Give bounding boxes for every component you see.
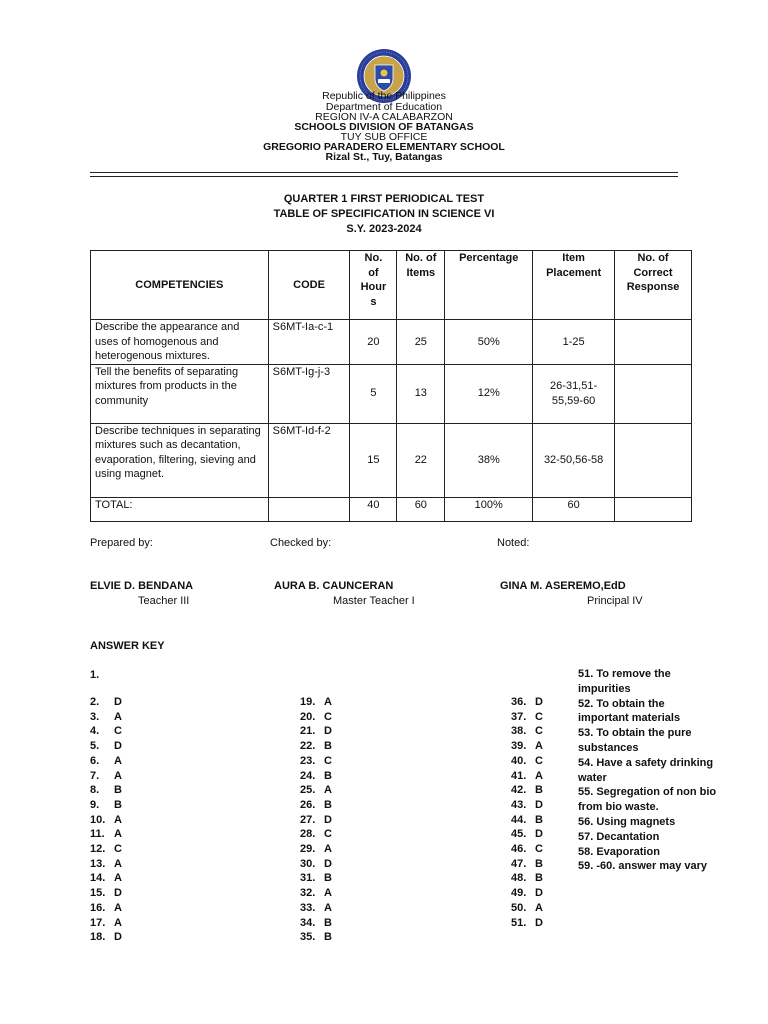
answer-item [300,901,332,916]
answer-item [90,930,122,945]
answer-number: 47. [511,857,527,870]
answer-item [90,739,122,754]
answer-item [90,886,122,901]
answer-number: 39. [511,740,527,753]
open-ended-answer-line: 57. Decantation [578,830,660,843]
answer-number: 7. [90,769,100,782]
header-percentage: Percentage [445,251,533,320]
total-percentage: 100% [445,497,533,521]
total-correct [615,497,692,521]
row-placement-line: 26-31,51- [550,380,598,392]
total-items: 60 [397,497,445,521]
open-ended-answer-line: 53. To obtain the pure [578,727,692,740]
answer-item [300,739,332,754]
answer-number: 17. [90,916,106,929]
answer-number: 51. [511,916,527,929]
answer-item [511,710,543,725]
answer-number: 50. [511,901,527,914]
answer-item [300,886,332,901]
row-hours: 15 [350,423,397,497]
answer-item [300,695,332,710]
row-competency: Describe the appearance and uses of homogenous and heterogenous mixtures. [91,320,269,365]
answer-letter: B [535,872,543,885]
answer-letter: A [114,754,122,767]
answer-number: 23. [300,754,316,767]
header-placement-line: Placement [546,266,602,279]
answer-letter: D [324,725,332,738]
answer-number: 37. [511,710,527,723]
answer-item [90,710,122,725]
row-items: 25 [397,320,445,365]
answer-number: 9. [90,798,100,811]
answer-number: 29. [300,843,316,856]
noted-title: Principal IV [587,595,643,607]
answer-item [300,827,332,842]
row-percentage: 50% [445,320,533,365]
answer-item [511,724,543,739]
open-ended-answer-line: impurities [578,682,631,695]
answer-letter: B [535,813,543,826]
answer-letter: D [324,857,332,870]
header-placement-line: Item [562,252,585,264]
answer-number: 31. [300,872,316,885]
total-placement: 60 [533,497,615,521]
answer-number: 2. [90,696,100,708]
answer-letter: B [324,798,332,811]
answer-number: 45. [511,828,527,841]
open-ended-answer-line: 55. Segregation of non bio [578,786,717,799]
answer-letter: B [114,784,122,797]
answer-item [511,827,543,842]
row-percentage: 12% [445,364,533,423]
answer-column-1 [90,695,122,945]
header-department: Department of Education [325,101,443,113]
answer-number: 8. [90,784,100,797]
header-placement [533,251,615,320]
row-hours: 5 [350,364,397,423]
answer-item [300,710,332,725]
answer-number: 40. [511,754,527,767]
answer-item [300,813,332,828]
row-competency: Describe techniques in separating mixtures such as decantation, evaporation, filtering, sieving and using magnet. [91,423,269,497]
answer-letter: A [114,901,122,914]
answer-item [300,930,332,945]
header-country: Republic of the Philippines [322,90,446,102]
answer-letter: C [535,843,543,856]
header-school: GREGORIO PARADERO ELEMENTARY SCHOOL [263,141,505,153]
answer-letter: A [324,784,332,797]
answer-letter: A [324,901,332,914]
answer-number: 32. [300,887,316,900]
answer-item [300,871,332,886]
header-correct-line: No. of [637,252,669,264]
answer-number: 46. [511,843,527,856]
checked-by-title: Master Teacher I [333,595,415,607]
answer-number: 4. [90,725,100,738]
answer-number: 38. [511,725,527,738]
answer-item [511,857,543,872]
answer-number: 49. [511,887,527,900]
answer-letter: A [324,843,332,856]
answer-number: 16. [90,901,106,914]
answer-letter: C [324,710,332,723]
noted-label: Noted: [497,537,530,549]
answer-item [90,827,122,842]
answer-item [300,798,332,813]
total-hours: 40 [350,497,397,521]
row-items: 22 [397,423,445,497]
test-title: QUARTER 1 FIRST PERIODICAL TEST [283,193,485,205]
row-percentage: 38% [445,423,533,497]
answer-number: 42. [511,784,527,797]
answer-item [90,842,122,857]
header-hours [350,251,397,320]
answer-item [90,916,122,931]
answer-number: 43. [511,798,527,811]
answer-item [300,916,332,931]
answer-letter: D [114,887,122,900]
answer-item [300,754,332,769]
answer-letter: D [535,887,543,900]
answer-letter: C [324,828,332,841]
answer-item [300,842,332,857]
header-items-line: No. of [405,252,437,264]
row-competency: Tell the benefits of separating mixtures from products in the community [91,364,269,423]
answer-number: 34. [300,916,316,929]
answer-item [90,857,122,872]
row-code: S6MT-Id-f-2 [268,423,350,497]
answer-number: 35. [300,931,316,944]
header-competencies: COMPETENCIES [91,251,269,320]
row-placement [533,423,615,497]
answer-number: 19. [300,696,316,708]
answer-number: 24. [300,769,316,782]
row-correct [615,423,692,497]
answer-letter: B [324,916,332,929]
answer-number: 26. [300,798,316,811]
answer-letter: A [535,901,543,914]
row-hours: 20 [350,320,397,365]
answer-key-title: ANSWER KEY [90,640,165,652]
noted-name: GINA M. ASEREMO,EdD [500,580,626,592]
answer-item [90,754,122,769]
answer-item [90,783,122,798]
prepared-by-label: Prepared by: [90,537,153,549]
open-ended-answer-line: water [578,771,607,784]
answer-number: 5. [90,740,100,753]
header-division: SCHOOLS DIVISION OF BATANGAS [294,121,474,133]
answer-letter: A [535,740,543,753]
answer-item [90,901,122,916]
answer-number: 41. [511,769,527,782]
answer-number: 48. [511,872,527,885]
header-correct-line: Correct [633,266,673,279]
school-year: S.Y. 2023-2024 [346,223,422,235]
answer-number: 21. [300,725,316,738]
answer-number: 13. [90,857,106,870]
header-region: REGION IV-A CALABARZON [315,111,453,123]
header-correct-line: Response [626,281,680,293]
answer-item-1: 1. [90,669,100,681]
answer-letter: A [324,696,332,708]
header-divider-top [90,172,678,173]
answer-item [511,754,543,769]
answer-letter: B [535,857,543,870]
answer-letter: C [535,725,543,738]
row-code: S6MT-Ig-j-3 [268,364,350,423]
prepared-by-name: ELVIE D. BENDANA [90,580,194,592]
answer-item [90,871,122,886]
open-ended-answer-line: important materials [578,712,681,725]
answer-letter: C [114,725,122,738]
answer-letter: A [324,887,332,900]
answer-letter: C [535,754,543,767]
table-total-row [91,497,692,521]
answer-item [511,916,543,931]
open-ended-answer-line: 56. Using magnets [578,815,676,828]
checked-by-name: AURA B. CAUNCERAN [274,580,394,592]
answer-number: 14. [90,872,106,885]
table-row [91,364,692,423]
answer-letter: B [535,784,543,797]
answer-letter: B [324,872,332,885]
answer-letter: A [114,828,122,841]
answer-item [511,842,543,857]
row-items: 13 [397,364,445,423]
answer-letter: A [114,857,122,870]
open-ended-answer-line: 51. To remove the [578,668,671,680]
answer-letter: A [114,813,122,826]
answer-number: 18. [90,931,106,944]
open-ended-answer-line: substances [578,741,639,754]
header-address: Rizal St., Tuy, Batangas [325,151,443,163]
answer-item [90,695,122,710]
answer-item [511,871,543,886]
header-code: CODE [268,251,350,320]
total-label: TOTAL: [91,497,269,521]
answer-number: 30. [300,857,316,870]
row-correct [615,364,692,423]
total-code [268,497,350,521]
answer-letter: C [114,843,122,856]
header-hours-line: of [368,266,379,279]
open-ended-answer-line: from bio waste. [578,801,659,814]
answer-letter: A [114,769,122,782]
answer-letter: B [324,769,332,782]
header-divider-bottom [90,176,678,177]
answer-item [511,813,543,828]
answer-number: 28. [300,828,316,841]
answer-item [90,769,122,784]
header-items [397,251,445,320]
answer-item [511,739,543,754]
answer-number: 12. [90,843,106,856]
header-hours-line: s [370,295,377,308]
answer-letter: A [114,916,122,929]
row-placement-line: 1-25 [562,335,585,348]
row-code: S6MT-Ia-c-1 [268,320,350,365]
table-row [91,320,692,365]
answer-letter: D [114,931,122,944]
answer-number: 44. [511,813,527,826]
row-placement-line: 32-50,56-58 [543,453,604,466]
answer-letter: D [114,696,122,708]
answer-item [511,783,543,798]
answer-letter: D [535,696,543,708]
answer-letter: A [114,872,122,885]
specification-table [90,250,692,522]
answer-number: 33. [300,901,316,914]
header-hours-line: No. [364,252,383,264]
answer-number: 20. [300,710,316,723]
answer-letter: A [535,769,543,782]
table-header-row [91,251,692,320]
answer-letter: D [324,813,332,826]
answer-letter: D [535,916,543,929]
row-correct [615,320,692,365]
answer-item [511,769,543,784]
answer-item [511,695,543,710]
open-ended-answer-line: 54. Have a safety drinking [578,756,714,769]
answer-number: 27. [300,813,316,826]
answer-item [511,886,543,901]
open-ended-answer-line: 59. -60. answer may vary [578,860,708,873]
header-items-line: Items [406,266,436,279]
header-hours-line: Hour [360,281,387,293]
answer-letter: B [324,931,332,944]
row-placement-line: 55,59-60 [551,394,596,407]
answer-number: 11. [90,828,105,841]
open-ended-answers [578,667,738,874]
table-row [91,423,692,497]
prepared-by-title: Teacher III [138,595,190,607]
answer-item [300,857,332,872]
answer-number: 6. [90,754,100,767]
answer-item [90,798,122,813]
answer-item [511,798,543,813]
answer-letter: C [324,754,332,767]
answer-number: 3. [90,710,100,723]
header-sub-office: TUY SUB OFFICE [340,131,428,143]
tos-title: TABLE OF SPECIFICATION IN SCIENCE VI [273,208,495,220]
row-placement [533,320,615,365]
open-ended-answer-line: 58. Evaporation [578,845,660,858]
answer-number: 22. [300,740,316,753]
answer-number: 10. [90,813,106,826]
answer-item [300,769,332,784]
answer-number: 25. [300,784,316,797]
open-ended-answer-line: 52. To obtain the [578,697,665,710]
answer-letter: A [114,710,122,723]
answer-letter: D [535,798,543,811]
answer-letter: B [114,798,122,811]
answer-letter: C [535,710,543,723]
answer-item [90,724,122,739]
answer-item [90,813,122,828]
answer-letter: B [324,740,332,753]
answer-item [511,901,543,916]
answer-number: 15. [90,887,106,900]
answer-column-3 [511,695,543,930]
answer-letter: D [535,828,543,841]
answer-item [300,724,332,739]
answer-letter: D [114,740,122,753]
answer-column-2 [300,695,332,945]
checked-by-label: Checked by: [270,537,332,549]
answer-number: 36. [511,696,527,708]
header-correct-response [615,251,692,320]
answer-item [300,783,332,798]
row-placement [533,364,615,423]
